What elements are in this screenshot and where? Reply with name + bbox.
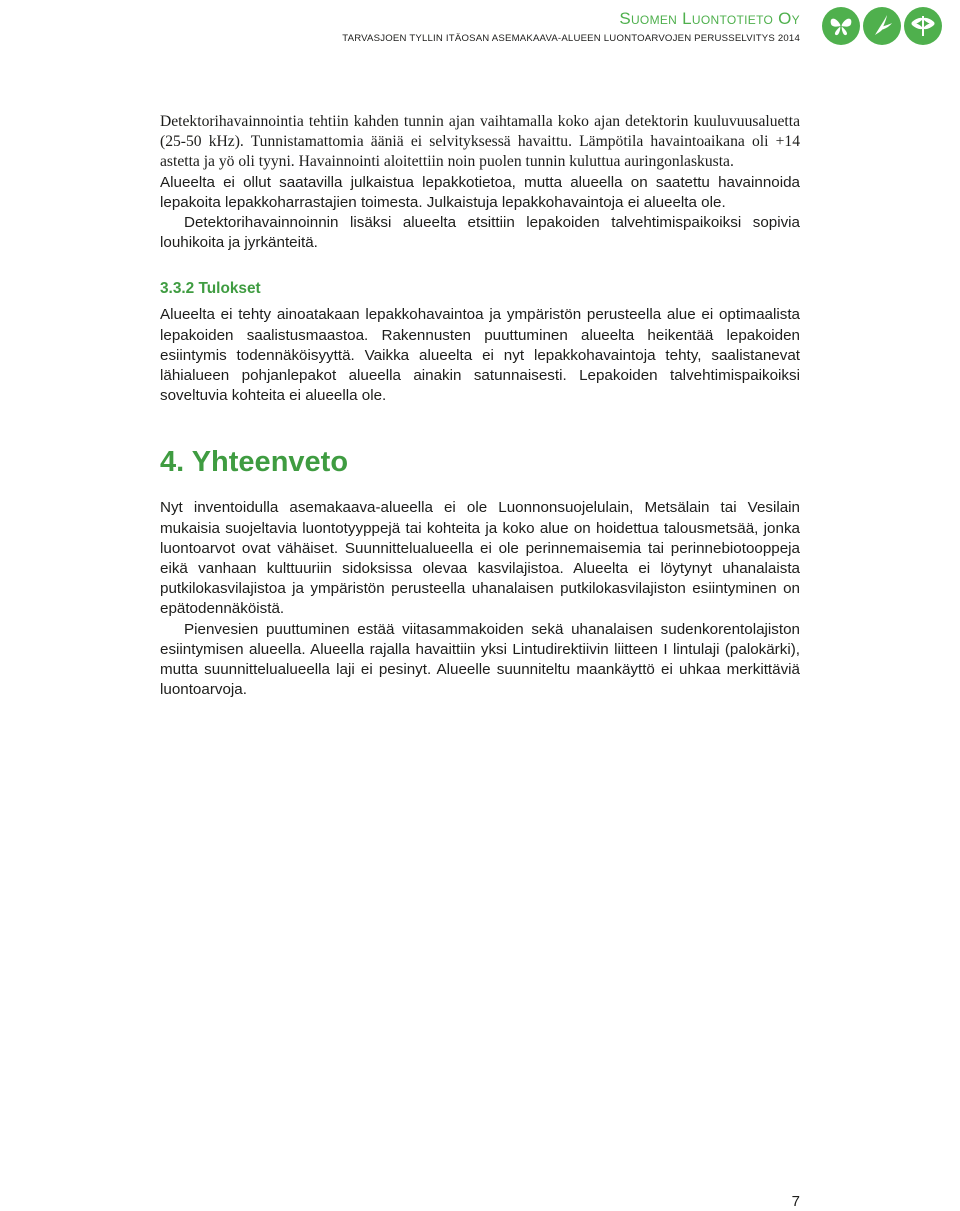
paragraph-sources: Alueelta ei ollut saatavilla julkaistua lepakkotietoa, mutta alueella on saatettu havainnoida lepakoita lepakkoharrastajien toimesta. Julkaistuja lepakkohavaintoja ei alueelta ole. xyxy=(160,173,800,211)
dragonfly-icon xyxy=(904,7,942,45)
bird-icon xyxy=(863,7,901,45)
heading-summary: 4. Yhteenveto xyxy=(160,446,349,479)
paragraph-results: Alueelta ei tehty ainoatakaan lepakkohavaintoa ja ympäristön perusteella alue ei optimaalista lepakoiden saalistusmaastoa. Rakennusten puuttuminen alueelta heikentää lepakoiden esiintymis todennäköisyyttä. Vaikka alueelta ei nyt lepakkohavaintoja tehty, saalistanevat lähialueen pohjanlepakot alueella ainakin satunnaisesti. Lepakoiden talvehtimispaikoiksi soveltuvia kohteita ei alueella ole. xyxy=(160,306,800,405)
paragraph-summary-2: Pienvesien puuttuminen estää viitasammakoiden sekä uhanalaisen sudenkorentolajiston esiintymisen alueella. Alueella rajalla havaittiin yksi Lintudirektiivin liitteen I lintulaji (palokärki), mutta suunnittelualueella laji ei pesinyt. Alueelle suunniteltu maankäyttö ei uhkaa merkittäviä luontoarvoja. xyxy=(160,620,800,699)
paragraph-wintering-search: Detektorihavainnoinnin lisäksi alueelta etsittiin lepakoiden talvehtimispaikoiksi sopivia louhikoita ja jyrkänteitä. xyxy=(160,214,800,252)
page-number: 7 xyxy=(791,1193,800,1210)
page-content xyxy=(160,112,800,700)
report-title: TARVASJOEN TYLLIN ITÄOSAN ASEMAKAAVA-ALUEEN LUONTOARVOJEN PERUSSELVITYS 2014 xyxy=(342,33,800,44)
page-header xyxy=(0,0,960,60)
header-icons xyxy=(822,7,942,45)
paragraph-method: Detektorihavainnointia tehtiin kahden tunnin ajan vaihtamalla koko ajan detektorin kuuluvuusaluetta (25-50 kHz). Tunnistamattomia ääniä ei selvityksessä havaittu. Lämpötila havaintoaikana oli +14 astetta ja yö oli tyyni. Havainnointi aloitettiin noin puolen tunnin kuluttua auringonlaskusta. xyxy=(160,113,800,171)
brand-name: Suomen Luontotieto Oy xyxy=(619,9,800,28)
paragraph-summary-1: Nyt inventoidulla asemakaava-alueella ei ole Luonnonsuojelulain, Metsälain tai Vesilain mukaisia suojeltavia luontotyyppejä tai kohteita ja koko alue on hoidettua talousmetsää, jonka luontoarvot ovat vähäiset. Suunnittelualueella ei ole perinnemaisemia tai perinnebiotooppeja eikä vanhaan kulttuuriin sidoksissa olevaa kasvilajistoa. Alueelta ei löytynyt uhanalaista putkilokasvilajistoa ja ympäristön perusteella uhanalaisen putkilokasvilajiston esiintyminen on epätodennäköistä. xyxy=(160,499,800,618)
subheading-results: 3.3.2 Tulokset xyxy=(160,280,261,298)
butterfly-icon xyxy=(822,7,860,45)
